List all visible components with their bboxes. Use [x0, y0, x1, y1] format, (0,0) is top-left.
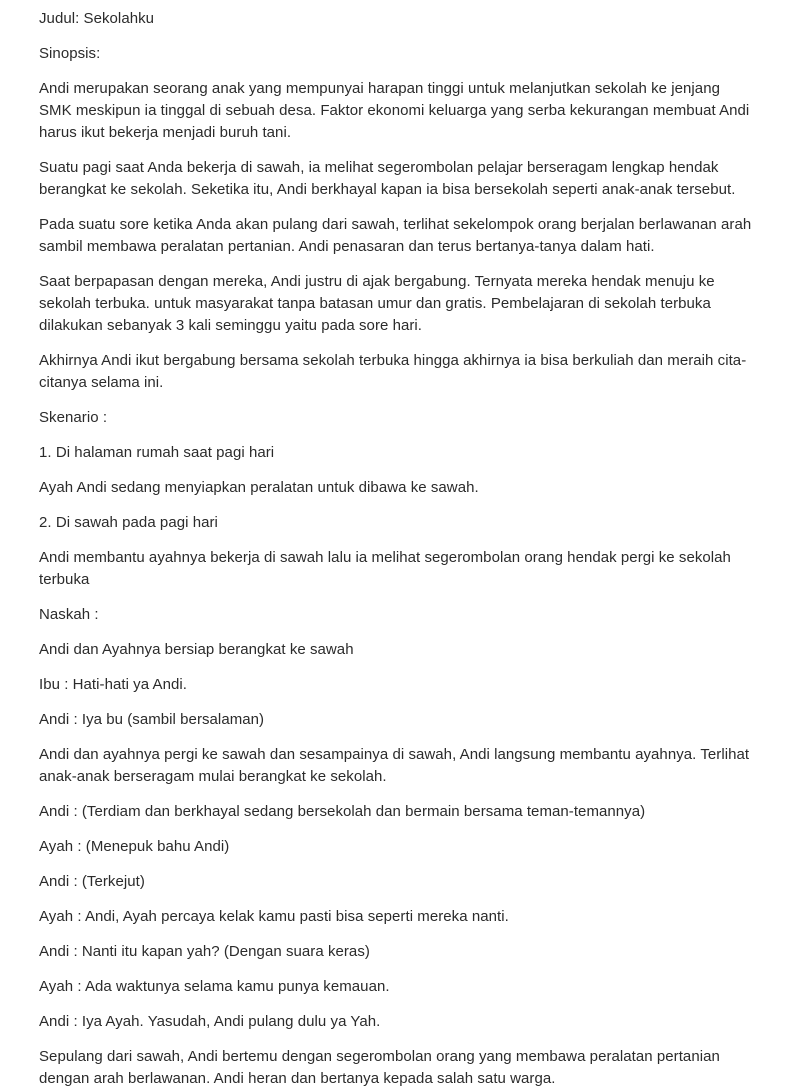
scenario-item-2-description: Andi membantu ayahnya bekerja di sawah lalu ia melihat segerombolan orang hendak pergi ke sekolah terbuka [39, 549, 731, 588]
scenario-item-2-title: 2. Di sawah pada pagi hari [39, 514, 218, 531]
scenario-heading: Skenario : [39, 409, 108, 426]
script-dialogue-line: Andi : Iya Ayah. Yasudah, Andi pulang dulu ya Yah. [39, 1013, 381, 1030]
script-dialogue-line: Ayah : Ada waktunya selama kamu punya kemauan. [39, 978, 390, 995]
script-dialogue-line: Ayah : Andi, Ayah percaya kelak kamu pasti bisa seperti mereka nanti. [39, 908, 509, 925]
script-dialogue-line: Ibu : Hati-hati ya Andi. [39, 676, 187, 693]
synopsis-paragraph-2: Suatu pagi saat Anda bekerja di sawah, ia melihat segerombolan pelajar berseragam lengkap hendak berangkat ke sekolah. Seketika itu, Andi berkhayal kapan ia bisa bersekolah seperti anak-anak tersebut. [39, 159, 736, 198]
synopsis-paragraph-4: Saat berpapasan dengan mereka, Andi justru di ajak bergabung. Ternyata mereka hendak menuju ke sekolah terbuka. untuk masyarakat tanpa batasan umur dan gratis. Pembelajaran di sekolah terbuka dilakukan sebanyak 3 kali seminggu yaitu pada sore hari. [39, 273, 715, 334]
script-stage-direction-3: Sepulang dari sawah, Andi bertemu dengan segerombolan orang yang membawa peralatan pertanian dengan arah berlawanan. Andi heran dan bertanya kepada salah satu warga. [39, 1048, 720, 1087]
script-dialogue-line: Andi : Iya bu (sambil bersalaman) [39, 711, 265, 728]
script-dialogue-line: Andi : Nanti itu kapan yah? (Dengan suara keras) [39, 943, 370, 960]
script-dialogue-line: Ayah : (Menepuk bahu Andi) [39, 838, 230, 855]
synopsis-paragraph-1: Andi merupakan seorang anak yang mempunyai harapan tinggi untuk melanjutkan sekolah ke jenjang SMK meskipun ia tinggal di sebuah desa. Faktor ekonomi keluarga yang serba kekurangan membuat Andi harus ikut bekerja menjadi buruh tani. [39, 80, 750, 141]
scenario-item-1-title: 1. Di halaman rumah saat pagi hari [39, 444, 275, 461]
document-title-line: Judul: Sekolahku [39, 10, 155, 27]
synopsis-paragraph-5: Akhirnya Andi ikut bergabung bersama sekolah terbuka hingga akhirnya ia bisa berkuliah dan meraih cita-citanya selama ini. [39, 352, 747, 391]
script-dialogue-line: Andi : (Terdiam dan berkhayal sedang bersekolah dan bermain bersama teman-temannya) [39, 803, 646, 820]
synopsis-heading: Sinopsis: [39, 45, 101, 62]
document-body [39, 8, 755, 1090]
synopsis-paragraph-3: Pada suatu sore ketika Anda akan pulang dari sawah, terlihat sekelompok orang berjalan berlawanan arah sambil membawa peralatan pertanian. Andi penasaran dan terus bertanya-tanya dalam hati. [39, 216, 752, 255]
scenario-item-1-description: Ayah Andi sedang menyiapkan peralatan untuk dibawa ke sawah. [39, 479, 479, 496]
script-heading: Naskah : [39, 606, 99, 623]
script-dialogue-line: Andi : (Terkejut) [39, 873, 145, 890]
script-stage-direction-1: Andi dan Ayahnya bersiap berangkat ke sawah [39, 641, 354, 658]
script-stage-direction-2: Andi dan ayahnya pergi ke sawah dan sesampainya di sawah, Andi langsung membantu ayahnya. Terlihat anak-anak berseragam mulai berangkat ke sekolah. [39, 746, 750, 785]
